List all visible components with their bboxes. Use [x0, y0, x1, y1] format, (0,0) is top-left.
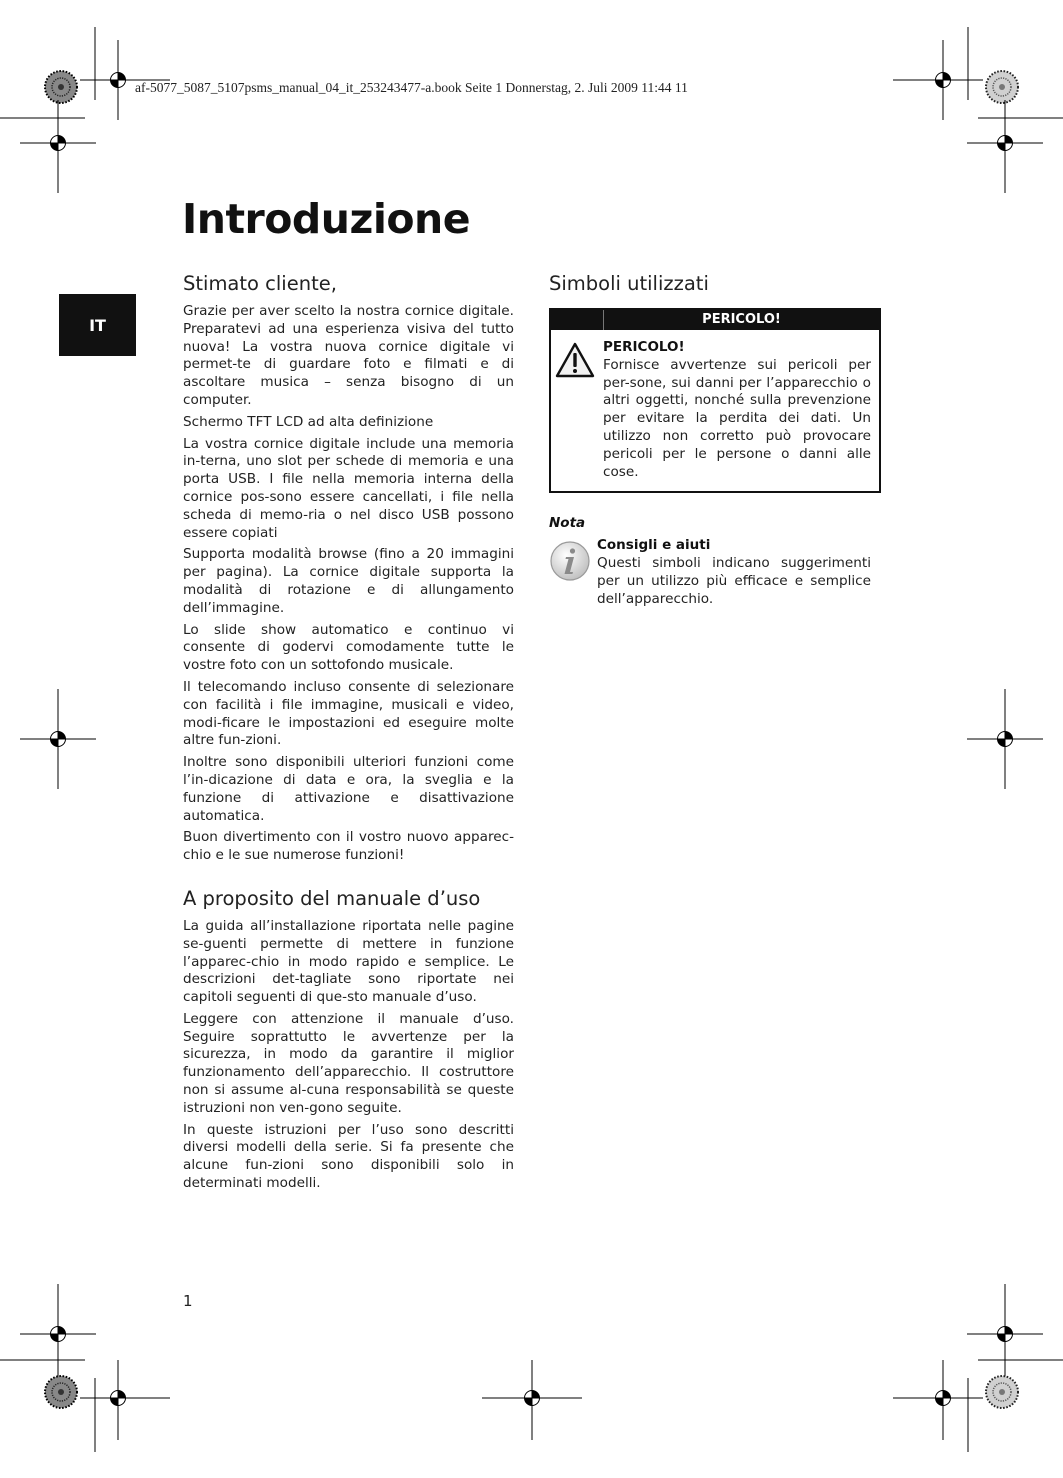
paragraph: Inoltre sono disponibili ulteriori funzioni come l’in-dicazione di data e ora, la sveglia e la funzione di attivazione e disattivazione automatica.: [183, 754, 514, 824]
paragraph: La guida all’installazione riportata nelle pagine se-guenti permette di mettere in funzione l’apparec-chio in modo rapido e semplice. Le descrizioni det-tagliate sono riportate nei capitoli seguenti di que-sto manuale d’uso.: [183, 917, 514, 1006]
note-title: Consigli e aiuti: [597, 537, 711, 554]
paragraph: Schermo TFT LCD ad alta definizione: [183, 413, 434, 430]
note-text: Questi simboli indicano suggerimenti per un utilizzo più efficace e semplice dell’apparecchio.: [597, 555, 871, 607]
left-column: [183, 272, 514, 1197]
note-label: Nota: [549, 515, 586, 532]
danger-box: [549, 308, 881, 493]
paragraph: La vostra cornice digitale include una memoria in-terna, uno slot per schede di memoria e una porta USB. I file nella memoria interna della cornice pos-sono essere cancellati, i file nella scheda di memo-ria o nel disco USB possono essere copiati: [183, 435, 514, 541]
danger-box-header-label: PERICOLO!: [702, 312, 781, 327]
section-heading-greeting: Stimato cliente,: [183, 272, 337, 295]
info-icon: [549, 540, 591, 582]
paragraph: Grazie per aver scelto la nostra cornice digitale. Preparatevi ad una esperienza visiva del tutto nuova! La vostra nuova cornice digitale vi permet-te di guardare foto e filmati e di ascoltare musica – senza bisogno di un computer.: [183, 303, 514, 408]
paragraph: Il telecomando incluso consente di selezionare con facilità i file immagine, musicali e video, modi-ficare le impostazioni ed eseguire molte altre fun-zioni.: [183, 678, 514, 749]
paragraph: Leggere con attenzione il manuale d’uso. Seguire soprattutto le avvertenze per la sicurezza, in modo da garantire il miglior funzionamento dell’apparecchio. Il costruttore non si assume al-cuna responsabilità se queste istruzioni non ven-gono seguite.: [183, 1010, 514, 1116]
paragraph: Lo slide show automatico e continuo vi consente di godervi comodamente tutte le vostre foto con un sottofondo musicale.: [183, 621, 514, 674]
section-heading-manual: A proposito del manuale d’uso: [183, 886, 481, 910]
danger-text: Fornisce avvertenze sui pericoli per per-sone, sui danni per l’apparecchio o altri oggetti, nonché sulla prevenzione per evitare la perdita dei dati. Un utilizzo non corretto può provocare pericoli per le persone o danni alle cose.: [603, 356, 871, 480]
page-title: Introduzione: [182, 195, 471, 243]
paragraph: Supporta modalità browse (fino a 20 immagini per pagina). La cornice digitale supporta la modalità di rotazione e di allungamento dell’immagine.: [183, 546, 514, 616]
page-number: 1: [183, 1292, 193, 1310]
warning-triangle-icon: [555, 342, 595, 378]
language-tab: IT: [59, 294, 136, 356]
paragraph: Buon divertimento con il vostro nuovo apparec-chio e le sue numerose funzioni!: [183, 829, 514, 864]
print-header-line: af-5077_5087_5107psms_manual_04_it_253243477-a.book Seite 1 Donnerstag, 2. Juli 2009 11:44 11: [135, 80, 688, 95]
danger-title: PERICOLO!: [603, 339, 685, 355]
danger-box-header: [551, 310, 879, 330]
note-box: [549, 537, 881, 612]
section-heading-symbols: Simboli utilizzati: [549, 272, 709, 295]
right-column: [549, 272, 881, 613]
paragraph: In queste istruzioni per l’uso sono descritti diversi modelli della serie. Si fa presente che alcune fun-zioni sono disponibili solo in determinati modelli.: [183, 1121, 514, 1192]
